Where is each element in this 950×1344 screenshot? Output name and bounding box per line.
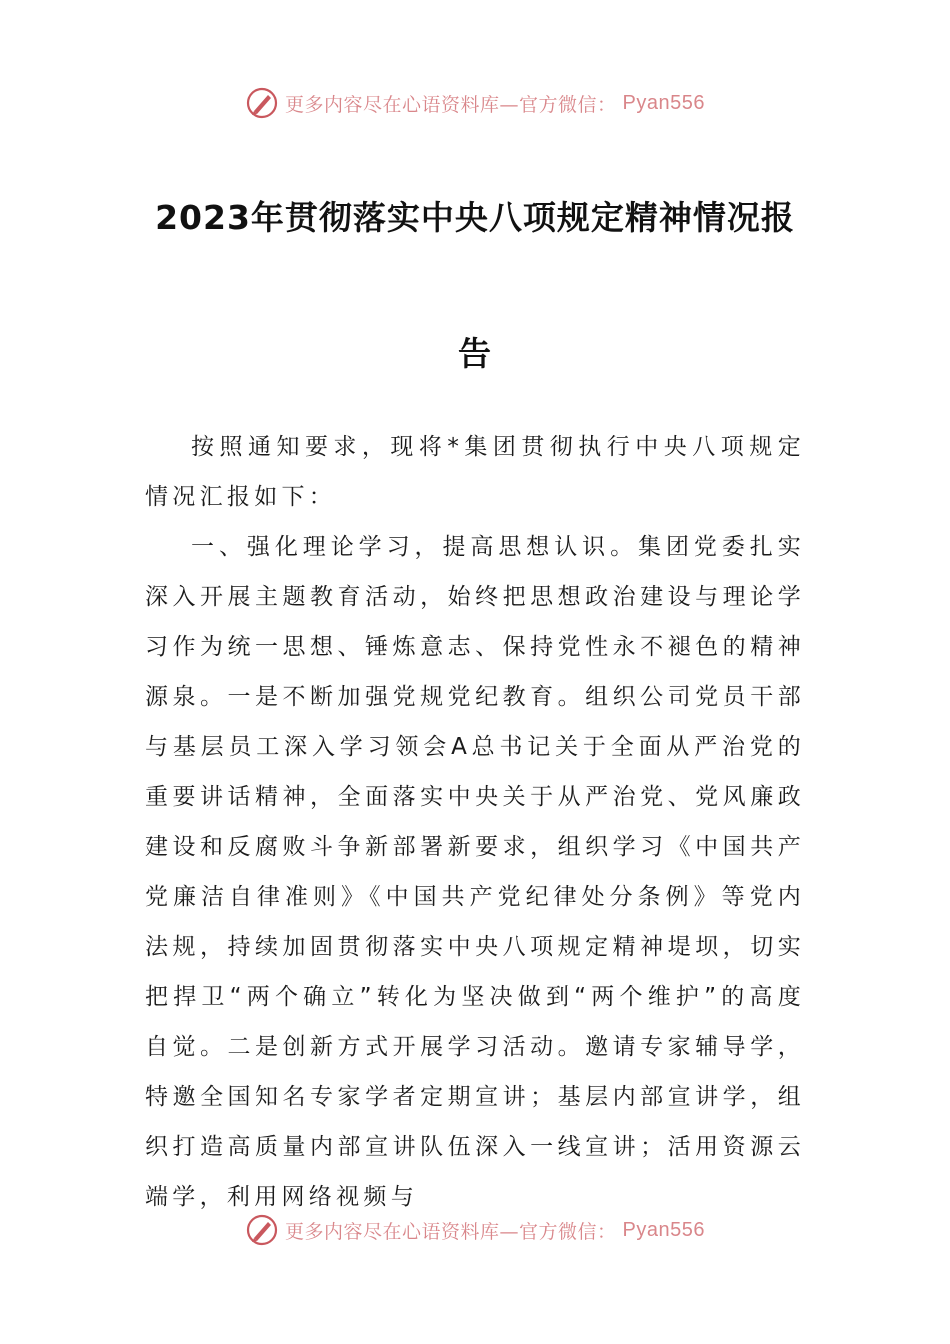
pen-logo-icon	[245, 86, 279, 120]
watermark-wechat-id: Pyan556	[622, 1218, 705, 1241]
paragraph-intro: 按照通知要求，现将*集团贯彻执行中央八项规定情况汇报如下：	[145, 434, 805, 510]
document-title: 2023年贯彻落实中央八项规定精神情况报告	[155, 198, 795, 373]
document-body	[145, 422, 805, 1222]
paragraph-section-one: 一、强化理论学习，提高思想认识。集团党委扎实深入开展主题教育活动，始终把思想政治建设与理论学习作为统一思想、锤炼意志、保持党性永不褪色的精神源泉。一是不断加强党规党纪教育。组织公司党员干部与基层员工深入学习领会A总书记关于全面从严治党的重要讲话精神，全面落实中央关于从严治党、党风廉政建设和反腐败斗争新部署新要求，组织学习《中国共产党廉洁自律准则》《中国共产党纪律处分条例》等党内法规，持续加固贯彻落实中央八项规定精神堤坝，切实把捍卫“两个确立”转化为坚决做到“两个维护”的高度自觉。二是创新方式开展学习活动。邀请专家辅导学，特邀全国知名专家学者定期宣讲；基层内部宣讲学，组织打造高质量内部宣讲队伍深入一线宣讲；活用资源云端学，利用网络视频与	[145, 534, 805, 1210]
watermark-text: 更多内容尽在心语资料库—官方微信：	[285, 1220, 617, 1243]
watermark-header	[0, 86, 950, 120]
watermark-wechat-id: Pyan556	[622, 91, 705, 114]
pen-logo-icon	[245, 1213, 279, 1247]
watermark-footer	[0, 1213, 950, 1247]
watermark-text: 更多内容尽在心语资料库—官方微信：	[285, 93, 617, 116]
